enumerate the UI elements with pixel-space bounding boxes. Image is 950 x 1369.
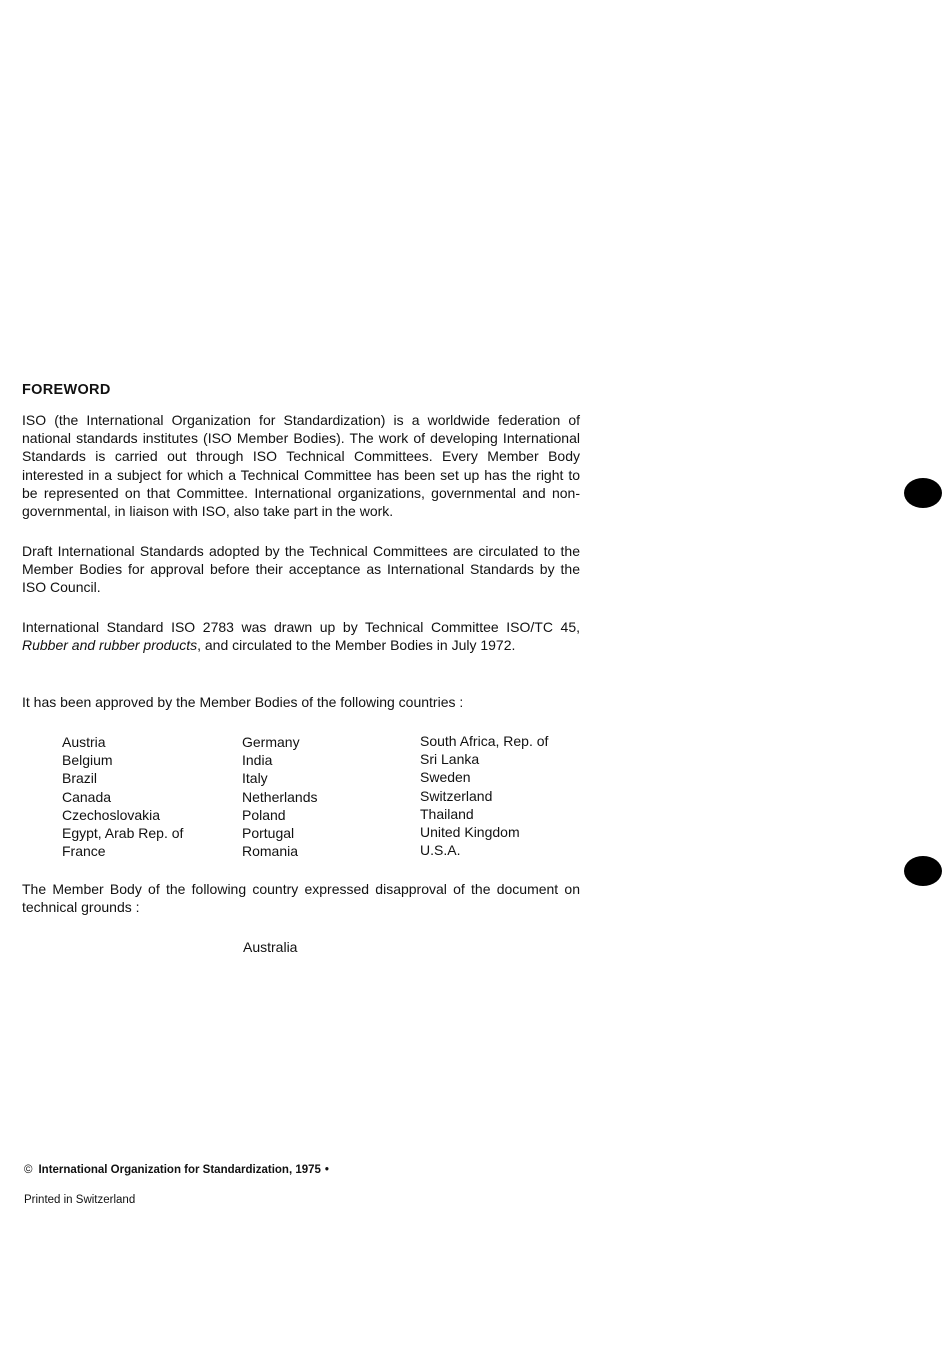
- countries-column-3: [420, 732, 548, 859]
- country-name: India: [242, 752, 273, 769]
- country-name: Austria: [62, 734, 106, 750]
- country-name: Switzerland: [420, 787, 493, 804]
- disapproving-country: Australia: [243, 939, 298, 955]
- country-name: Sweden: [420, 769, 471, 786]
- countries-column-2: [242, 733, 318, 860]
- paragraph-3-text-end: , and circulated to the Member Bodies in July 1972.: [197, 637, 516, 654]
- foreword-heading: FOREWORD: [22, 382, 111, 398]
- country-name: Sri Lanka: [420, 751, 480, 768]
- country-name: Czechoslovakia: [62, 806, 161, 823]
- country-name: Belgium: [62, 752, 113, 769]
- committee-title: Rubber and rubber products: [22, 637, 198, 654]
- country-name: Thailand: [420, 805, 474, 822]
- country-name: France: [62, 843, 106, 860]
- country-name: Poland: [242, 806, 286, 823]
- country-name: Netherlands: [242, 788, 318, 805]
- foreword-paragraph-2: Draft International Standards adopted by the Technical Committees are circulated to the Member Bodies for approval before their acceptance as International Standards by the ISO Council.: [22, 543, 580, 596]
- bullet-icon: •: [324, 1164, 329, 1176]
- copyright-line: [24, 1164, 329, 1176]
- copyright-text: International Organization for Standardization, 1975: [38, 1164, 321, 1176]
- country-name: Egypt, Arab Rep. of: [62, 824, 184, 841]
- country-name: Italy: [242, 770, 268, 787]
- punch-hole-mark: [904, 856, 942, 886]
- country-name: South Africa, Rep. of: [420, 733, 549, 749]
- copyright-symbol: ©: [24, 1164, 33, 1176]
- printed-in-note: Printed in Switzerland: [24, 1194, 136, 1206]
- punch-hole-mark: [904, 478, 942, 508]
- foreword-paragraph-1: ISO (the International Organization for Standardization) is a worldwide federation of national standards institutes (ISO Member Bodies). The work of developing International Standards is carried out through ISO Technical Committees. Every Member Body interested in a subject for which a Technical Committee has been set up has the right to be represented on that Committee. International organizations, governmental and non-governmental, in liaison with ISO, also take part in the work.: [22, 412, 580, 520]
- countries-column-1: [62, 733, 183, 860]
- foreword-paragraph-5: The Member Body of the following country expressed disapproval of the document on technical grounds :: [22, 881, 580, 916]
- country-name: Germany: [242, 734, 300, 750]
- country-name: U.S.A.: [420, 842, 461, 859]
- foreword-paragraph-3: [22, 618, 580, 654]
- country-name: Portugal: [242, 824, 295, 841]
- country-name: Canada: [62, 788, 112, 805]
- country-name: Romania: [242, 843, 299, 860]
- country-name: Brazil: [62, 770, 98, 787]
- foreword-paragraph-4: It has been approved by the Member Bodies of the following countries :: [22, 694, 464, 710]
- country-name: United Kingdom: [420, 823, 520, 840]
- paragraph-3-text-start: International Standard ISO 2783 was drawn up by Technical Committee ISO/TC 45,: [22, 619, 580, 635]
